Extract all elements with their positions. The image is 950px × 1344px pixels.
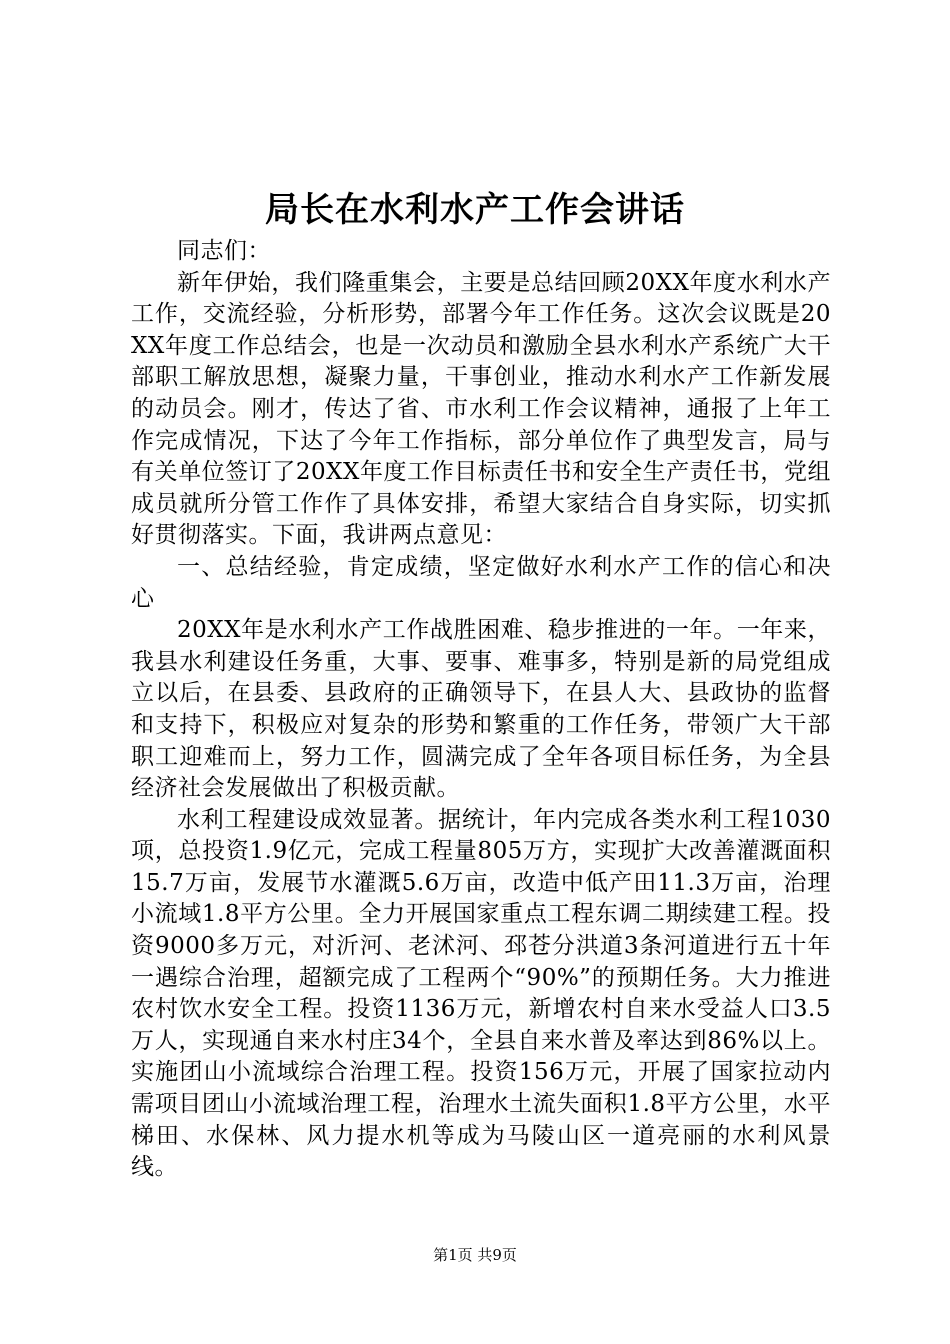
- page-indicator: 第1页 共9页: [433, 1246, 517, 1264]
- document-title: 局长在水利水产工作会讲话: [265, 190, 685, 230]
- document-body: [131, 236, 831, 1184]
- section-heading: 一、总结经验，肯定成绩，坚定做好水利水产工作的信心和决心: [131, 553, 831, 612]
- summary-paragraph: 20XX年是水利水产工作战胜困难、稳步推进的一年。一年来，我县水利建设任务重，大事、要事、难事多，特别是新的局党组成立以后，在县委、县政府的正确领导下，在县人大、县政协的监督和支持下，积极应对复杂的形势和繁重的工作任务，带领广大干部职工迎难而上，努力工作，圆满完成了全年各项目标任务，为全县经济社会发展做出了积极贡献。: [131, 617, 831, 802]
- salutation-paragraph: 同志们：: [177, 238, 271, 264]
- opening-paragraph: 新年伊始，我们隆重集会，主要是总结回顾20XX年度水利水产工作，交流经验，分析形势，部署今年工作任务。这次会议既是20XX年度工作总结会，也是一次动员和激励全县水利水产系统广大干部职工解放思想，凝聚力量，干事创业，推动水利水产工作新发展的动员会。刚才，传达了省、市水利工作会议精神，通报了上年工作完成情况，下达了今年工作指标，部分单位作了典型发言，局与有关单位签订了20XX年度工作目标责任书和安全生产责任书，党组成员就所分管工作作了具体安排，希望大家结合自身实际，切实抓好贯彻落实。下面，我讲两点意见：: [131, 269, 831, 549]
- achievements-paragraph: 水利工程建设成效显著。据统计，年内完成各类水利工程1030项，总投资1.9亿元，完成工程量805万方，实现扩大改善灌溉面积15.7万亩，发展节水灌溉5.6万亩，改造中低产田11.3万亩，治理小流域1.8平方公里。全力开展国家重点工程东调二期续建工程。投资9000多万元，对沂河、老沭河、邳苍分洪道3条河道进行五十年一遇综合治理，超额完成了工程两个“90%”的预期任务。大力推进农村饮水安全工程。投资1136万元，新增农村自来水受益人口3.5万人，实现通自来水村庄34个，全县自来水普及率达到86%以上。实施团山小流域综合治理工程。投资156万元，开展了国家拉动内需项目团山小流域治理工程，治理水土流失面积1.8平方公里，水平梯田、水保林、风力提水机等成为马陵山区一道亮丽的水利风景线。: [131, 806, 831, 1181]
